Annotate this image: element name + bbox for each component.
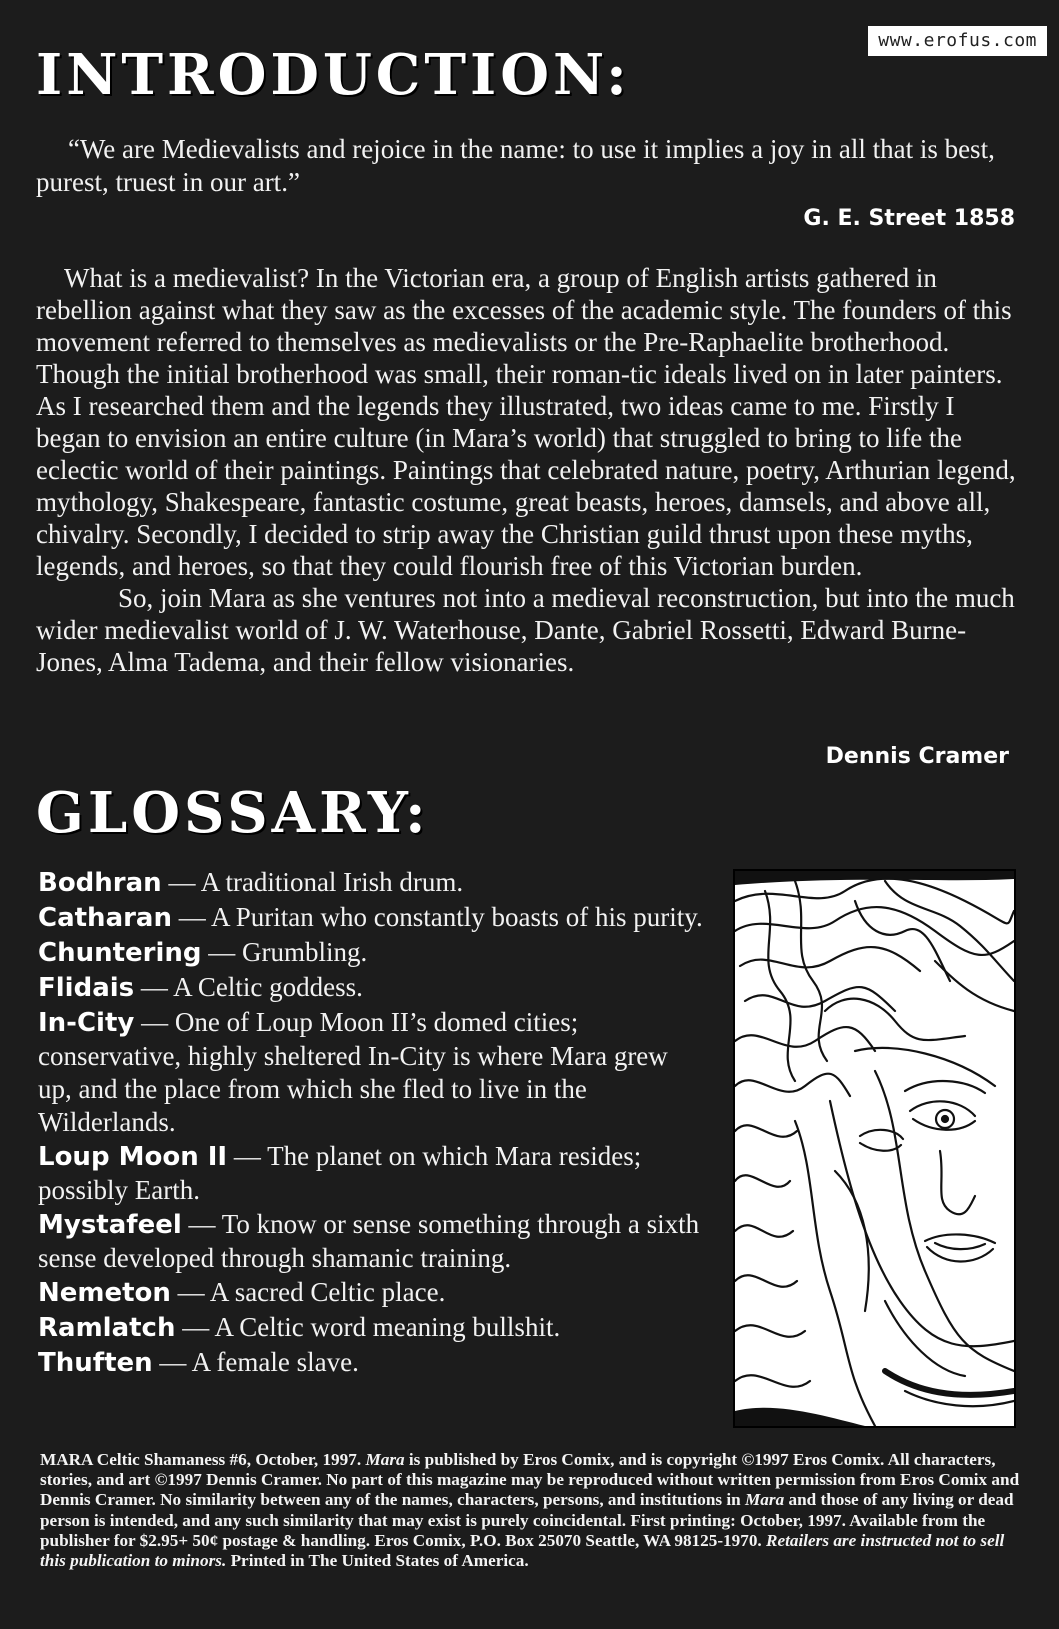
glossary-definition: — A sacred Celtic place. xyxy=(170,1277,446,1307)
watermark: www.erofus.com xyxy=(868,26,1047,56)
introduction-heading: INTRODUCTION: xyxy=(36,42,631,108)
legal-text-4: Printed in The United States of America. xyxy=(226,1551,529,1571)
glossary-term: Nemeton xyxy=(38,1278,171,1308)
glossary-heading: GLOSSARY: xyxy=(36,780,430,846)
glossary-definition: — A Celtic goddess. xyxy=(134,972,363,1002)
glossary-entry xyxy=(38,1276,703,1310)
glossary-entry xyxy=(38,936,703,970)
glossary-term: Ramlatch xyxy=(38,1313,176,1343)
intro-paragraph-2: So, join Mara as she ventures not into a medieval reconstruction, but into the much wider medievalist world of J. W. Waterhouse, Dante, Gabriel Rossetti, Edward Burne-Jones, Alma Tadema, and their fellow visionaries. xyxy=(36,583,1015,677)
glossary-entry xyxy=(38,1346,703,1380)
intro-paragraph-1: What is a medievalist? In the Victorian era, a group of English artists gathered in rebellion against what they saw as the excesses of the academic style. The founders of this movement referred to themselves as medievalists or the Pre-Raphaelite brotherhood. Though the initial brotherhood was small, their roman-tic ideals lived on in later painters. As I researched them and the legends they illustrated, two ideas came to me. Firstly I began to envision an entire culture (in Mara’s world) that struggled to bring to life the eclectic world of their paintings. Paintings that celebrated nature, poetry, Arthurian legend, mythology, Shakespeare, fantastic costume, great beasts, heroes, damsels, and above all, chivalry. Secondly, I decided to strip away the Christian guild thrust upon these myths, legends, and heroes, so that they could flourish free of this Victorian burden. xyxy=(36,263,1016,581)
mara-portrait-illustration xyxy=(733,869,1016,1428)
glossary-term: Bodhran xyxy=(38,868,162,898)
glossary-entry xyxy=(38,866,703,900)
glossary-definition: — A traditional Irish drum. xyxy=(161,867,464,897)
glossary-term: Catharan xyxy=(38,903,172,933)
glossary-entry xyxy=(38,1208,703,1275)
glossary-definition: — A Puritan who constantly boasts of his purity. xyxy=(172,902,703,932)
glossary-term: Flidais xyxy=(38,973,135,1003)
glossary-definition: — A Celtic word meaning bullshit. xyxy=(175,1312,561,1342)
glossary-term: Thuften xyxy=(38,1348,153,1378)
legal-notice xyxy=(40,1450,1020,1571)
glossary-list xyxy=(38,866,703,1381)
glossary-entry xyxy=(38,1140,703,1207)
glossary-term: Chuntering xyxy=(38,938,202,968)
glossary-definition: — Grumbling. xyxy=(201,937,368,967)
glossary-entry xyxy=(38,971,703,1005)
legal-title-italic: Mara xyxy=(365,1450,405,1469)
glossary-term: In-City xyxy=(38,1008,135,1038)
intro-quote: “We are Medievalists and rejoice in the name: to use it implies a joy in all that is best, purest, truest in our art.” xyxy=(36,134,995,197)
glossary-term: Loup Moon II xyxy=(38,1142,228,1172)
legal-text-3: and those of any living or dead person is intended, and any such similarity that may exist is purely coincidental. First printing: October, 1997. Available from the publisher for $2.95+ 50¢ postage & handling. Eros Comix, P.O. Box 25070 Seattle, WA 98125-1970. xyxy=(40,1490,1014,1550)
glossary-term: Mystafeel xyxy=(38,1210,182,1240)
introduction-body xyxy=(36,262,1021,678)
legal-text-1: MARA Celtic Shamaness #6, October, 1997. xyxy=(40,1450,366,1469)
glossary-entry xyxy=(38,1006,703,1139)
glossary-entry xyxy=(38,901,703,935)
retailers-warning: Retailers are instructed not to sell this publication to minors. xyxy=(40,1530,1005,1571)
glossary-entry xyxy=(38,1311,703,1345)
glossary-definition: — To know or sense something through a sixth sense developed through shamanic training. xyxy=(38,1209,700,1273)
glossary-definition: — One of Loup Moon II’s domed cities; conservative, highly sheltered In-City is where Mara grew up, and the place from which she fled to live in the Wilderlands. xyxy=(38,1007,668,1137)
legal-title-italic: Mara xyxy=(745,1490,785,1510)
glossary-definition: — The planet on which Mara resides; possibly Earth. xyxy=(38,1141,642,1205)
author-signature: Dennis Cramer xyxy=(825,744,1009,769)
legal-text-2: is published by Eros Comix, and is copyright ©1997 Eros Comix. All characters, stories, and art ©1997 Dennis Cramer. No part of this magazine may be reproduced without written permission from Eros Comix and Dennis Cramer. No similarity between any of the names, characters, persons, and institutions in xyxy=(40,1450,1020,1510)
portrait-line-art xyxy=(735,871,1014,1426)
quote-attribution: G. E. Street 1858 xyxy=(803,206,1015,231)
glossary-definition: — A female slave. xyxy=(152,1347,359,1377)
